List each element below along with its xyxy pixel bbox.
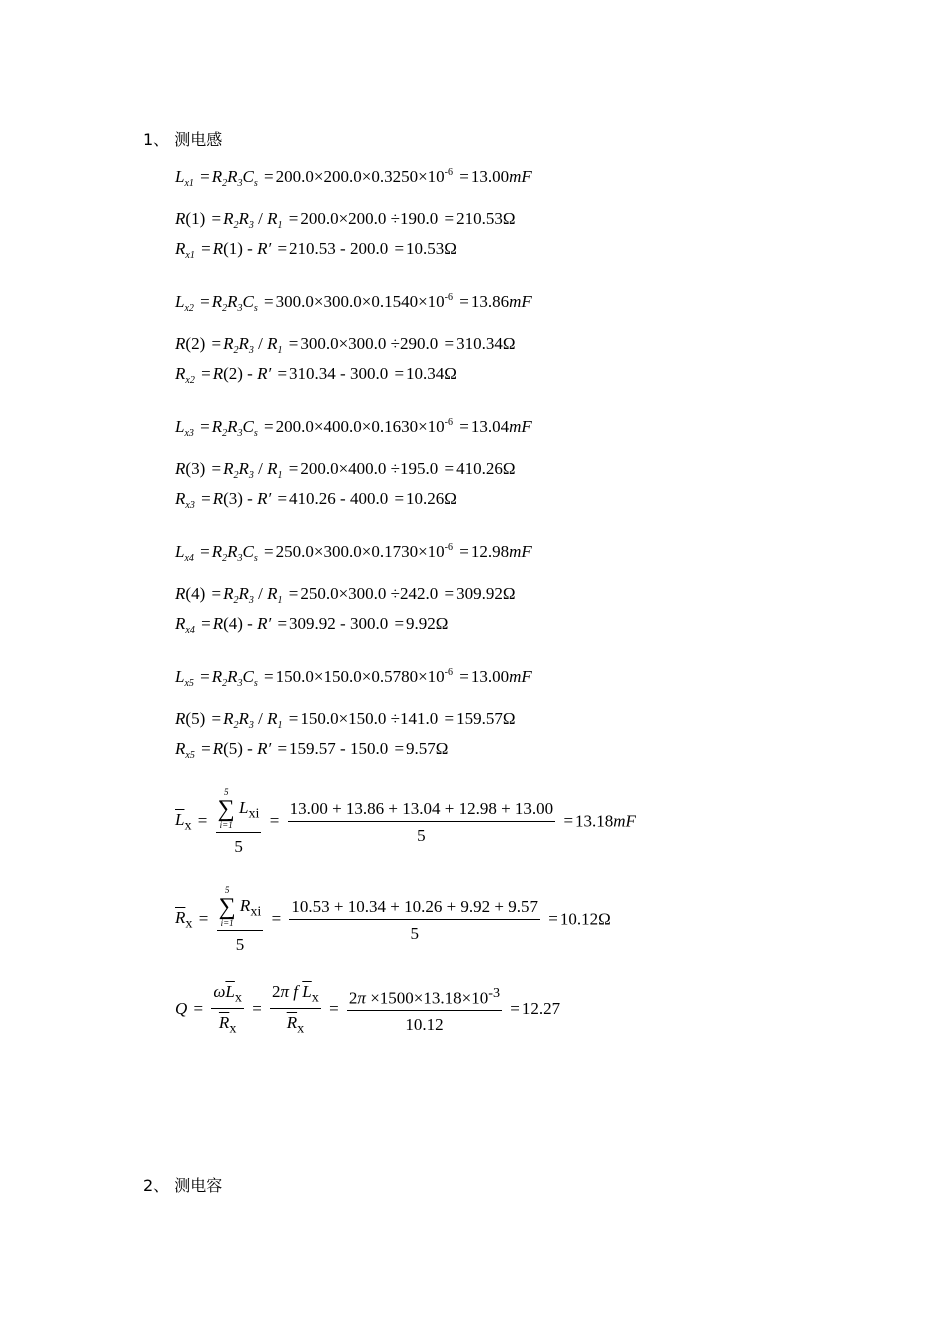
resistance-ratio-equation: $R(5) = R_2R_3 / R_1 = 150.0\times 150.0 \div 141.0 = 159.57\Omega$ — [175, 709, 516, 731]
q-denominator: 10.12 — [405, 1015, 444, 1035]
q-l: 13.18 — [423, 988, 462, 1008]
section2-heading: 2、 测电容 — [143, 1176, 223, 1195]
inductance-equation: $L_{x4} = R_2R_3C_s = 250.0\times 300.0\times 0.1730\times 10^{-6} = 12.98mF$ — [175, 542, 532, 564]
avg-l-denominator: 5 — [417, 826, 426, 845]
avg-l-result: 13.18 — [575, 811, 614, 831]
inductance-equation: $L_{x5} = R_2R_3C_s = 150.0\times 150.0\times 0.5780\times 10^{-6} = 13.00mF$ — [175, 667, 532, 689]
section1-heading: 1、 测电感 — [143, 130, 223, 149]
series-resistance-equation: $R_{x3} = R(3) - R' = 410.26 - 400.0 = 10.26\Omega$ — [175, 489, 457, 511]
avg-r-numerator: 10.53 + 10.34 + 10.26 + 9.92 + 9.57 — [289, 897, 540, 920]
q-freq: 1500 — [379, 988, 414, 1008]
avg-inductance-equation: $\overline{L}_x$ = 5 ∑ i=1 $L_{xi}$ 5 = $\frac{13.00 + 13.86 + 13.04 + 12.98 + 13.00}{5}$ = 13.18mF — [175, 787, 636, 856]
inductance-equation: $L_{x3} = R_2R_3C_s = 200.0\times 400.0\times 0.1630\times 10^{-6} = 13.04mF$ — [175, 417, 532, 439]
inductance-equation: $L_{x1} = R_2R_3C_s = 200.0\times 200.0\times 0.3250\times 10^{-6} = 13.00mF$ — [175, 167, 532, 189]
resistance-ratio-equation: $R(1) = R_2R_3 / R_1 = 200.0\times 200.0 \div 190.0 = 210.53\Omega$ — [175, 209, 516, 231]
inductance-equation: $L_{x2} = R_2R_3C_s = 300.0\times 300.0\times 0.1540\times 10^{-6} = 13.86mF$ — [175, 292, 532, 314]
resistance-ratio-equation: $R(3) = R_2R_3 / R_1 = 200.0\times 400.0 \div 195.0 = 410.26\Omega$ — [175, 459, 516, 481]
q-factor-equation: Q = $\frac{\omega\overline{L}_x}{\overline{R}_x}$ = $\frac{2\pi f \overline{L}_x}{\overline{R}_x}$ = $\frac{2\pi \times 1500\times 13.18\times 10^{-3}}{10.12}$ = 12.27 — [175, 982, 561, 1037]
series-resistance-equation: $R_{x5} = R(5) - R' = 159.57 - 150.0 = 9.57\Omega$ — [175, 739, 449, 761]
avg-resistance-equation: $\overline{R}_x$ = 5 ∑ i=1 $R_{xi}$ 5 = $\frac{10.53 + 10.34 + 10.26 + 9.92 + 9.57}{5}$ = 10.12Ω — [175, 885, 611, 954]
avg-r-denominator: 5 — [410, 924, 419, 943]
resistance-ratio-equation: $R(2) = R_2R_3 / R_1 = 300.0\times 300.0 \div 290.0 = 310.34\Omega$ — [175, 334, 516, 356]
avg-l-numerator: 13.00 + 13.86 + 13.04 + 12.98 + 13.00 — [288, 799, 556, 822]
q-result: 12.27 — [521, 998, 561, 1018]
resistance-ratio-equation: $R(4) = R_2R_3 / R_1 = 250.0\times 300.0 \div 242.0 = 309.92\Omega$ — [175, 584, 516, 606]
series-resistance-equation: $R_{x4} = R(4) - R' = 309.92 - 300.0 = 9.92\Omega$ — [175, 614, 449, 636]
series-resistance-equation: $R_{x2} = R(2) - R' = 310.34 - 300.0 = 10.34\Omega$ — [175, 364, 457, 386]
avg-r-result: 10.12 — [559, 909, 599, 929]
series-resistance-equation: $R_{x1} = R(1) - R' = 210.53 - 200.0 = 10.53\Omega$ — [175, 239, 457, 261]
